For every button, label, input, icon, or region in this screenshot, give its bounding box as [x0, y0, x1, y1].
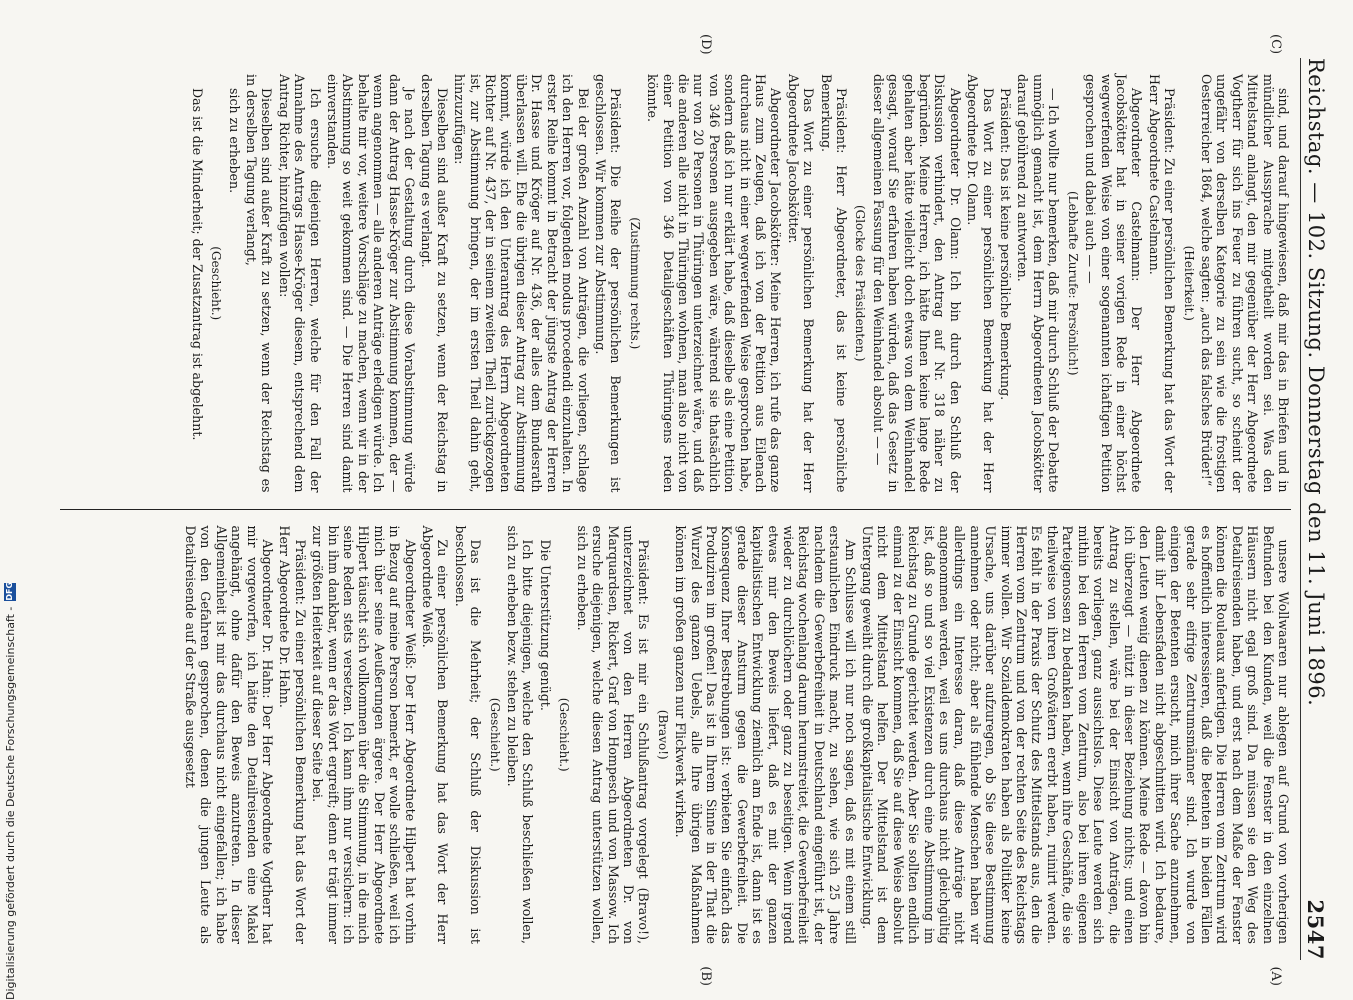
- paragraph: Am Schlusse will ich nur noch sagen, daß es mit einem still erstaunlichen Eindruck macht, zu sehen, wie sich 25 Jahre nachdem die Gewerbefreiheit in Deutschland eingeführt ist, der Reichstag wochenlang darum herumstreitet, die Gewerbefreiheit wieder zu durchlöchern oder ganz zu beseitigen. Wenn irgend etwas mir den Beweis liefert, daß es mit der ganzen kapitalistischen Entwicklung ziemlich am Ende ist, dann ist es gerade dieser Ansturm gegen die Gewerbefreiheit. Die Konsequenz Ihrer Bestrebungen ist: verbieten Sie einfach das Produziren im großen! Das ist in Ihrem Sinne in der That die Wurzel des ganzen Uebels, alle Ihre übrigen Maßnahmen können im großen ganzen nur Flickwerk wirken.: [673, 525, 858, 944]
- page-header-title: Reichstag. — 102. Sitzung. Donnerstag den 11. Juni 1896.: [1304, 58, 1328, 707]
- paragraph: Präsident: Zu einer persönlichen Bemerkung hat das Wort der Herr Abgeordnete Dr. Hahn.: [277, 525, 308, 944]
- paragraph: Dieselben sind außer Kraft zu setzen, wenn der Reichstag in derselben Tagung es verlangt.: [419, 74, 450, 493]
- paragraph: Dieselben sind außer Kraft zu setzen, wenn der Reichstag es in derselben Tagung verlangt,: [244, 74, 275, 493]
- text-columns: [60, 58, 1291, 960]
- stage-direction: (Heiterkeit.): [1181, 245, 1196, 321]
- stage-direction: (Bravo!): [655, 709, 670, 760]
- paragraph: Das ist die Mehrheit; der Schluß der Diskussion ist beschlossen.: [452, 525, 484, 944]
- dfg-logo-icon: DFG: [5, 581, 14, 601]
- paragraph: sind, und darauf hingewiesen, daß mir das in Briefen und in mündlicher Aussprache mitgetheilt worden sei. Was den Mittelstand anlangt, den mir gegenüber der Herr Abgeordnete Vogtherr für sich ins Feuer zu führen sucht, so scheint der ungefähr von derselben Kategorie zu sein wie die frostigen Oesterreicher 1864, welche sagten: „auch das falsches Brüder!“: [1198, 74, 1291, 493]
- paragraph: Präsident: Das ist keine persönliche Bemerkung.: [998, 88, 1014, 401]
- digitization-credit: [1, 380, 19, 1000]
- paragraph: sich zu erheben.: [226, 88, 242, 194]
- paragraph: — Ich wollte nur bemerken, daß mir durch Schluß der Debatte unmöglich gemacht ist, dem Herrn Abgeordneten Jacobskötter darauf gebührend zu antworten.: [1015, 74, 1062, 493]
- paragraph: Ich ersuche diejenigen Herren, welche für den Fall der Annahme des Antrags Hasse-Kröger diesem, entsprechend dem Antrag Richter, hinzufügen wollen:: [276, 74, 323, 493]
- paragraph: Abgeordneter Dr. Olann: Ich bin durch den Schluß der Diskussion verhindert, den Antrag auf Nr. 318 näher zu begründen. Meine Herren, ich hätte Ihnen keine lange Rede gehalten aber hätte vielleicht doch etwas von dem Weinhandel gesagt, worauf Sie erfahren haben würden, daß das Gesetz in dieser allgemeinen Fassung für den Weinhandel absolut — —: [870, 74, 963, 493]
- stage-direction: (Zustimmung rechts.): [627, 217, 642, 350]
- stage-direction: (Glocke des Präsidenten.): [853, 204, 868, 362]
- paragraph: Zu einer persönlichen Bemerkung hat das Wort der Herr Abgeordnete Weiß.: [420, 525, 451, 944]
- paragraph: Präsident: Zu einer persönlichen Bemerkung hat das Wort der Herr Abgeordnete Castelmann.: [1146, 74, 1178, 493]
- margin-mark-b: (B): [698, 966, 713, 986]
- stage-direction: (Lebhafte Zurufe: Persönlich!): [1065, 190, 1080, 376]
- text-column-right: [60, 510, 1291, 961]
- text-column-left: [60, 58, 1291, 509]
- paragraph: Das ist die Minderheit; der Zusatzantrag ist abgelehnt.: [189, 88, 205, 441]
- paragraph: Das Wort zu einer persönlichen Bemerkung hat der Herr Abgeordnete Dr. Olann.: [965, 74, 996, 493]
- paragraph: Abgeordneter Jacobskötter: Meine Herren, ich rufe das ganze Haus zum Zeugen, daß ich von der Petition aus Eilenach durchaus nicht in einer wegwerfenden Weise gesprochen habe, sondern daß ich nur erklärt habe, daß dieselbe als eine Petition von 346 Personen ausgegeben wäre, während sie thatsächlich nur von 20 Personen in Thüringen unterzeichnet wäre, und daß die anderen alle nicht in Thüringen wohnen, man also nicht von einer Petition von 346 Detailgeschäften Thüringens reden könnte.: [645, 74, 784, 493]
- paragraph: Abgeordneter Weiß: Der Herr Abgeordnete Hilpert hat vorhin in Bezug auf meine Person bemerkt, er wolle schließen, weil ich mich über seine Aeußerungen ärgere. Der Herr Abgeordnete Hilpert täuscht sich vollkommen über die Stimmung, in die mich seine Reden stets versetzen. Ich kann ihm nur versichern: ich bin ihm dankbar, wenn er das Wort ergreift; denn er trägt immer zur größten Heiterkeit auf dieser Seite bei.: [310, 525, 418, 944]
- credit-text: Digitalisierung gefördert durch die Deutsche Forschungsgemeinschaft -: [3, 606, 17, 1000]
- paragraph: Präsident: Die Reihe der persönlichen Bemerkungen ist geschlossen. Wir kommen zur Abstimmung.: [592, 74, 624, 493]
- margin-mark-d: (D): [698, 34, 713, 55]
- paragraph: Die Unterstützung genügt.: [537, 539, 553, 711]
- paragraph: unsere Wollwaaren nur ablegen auf Grund von vorherigen Befunden bei den Kunden, weil die Fenster in den einzelnen Häusern nicht egal groß sind. Da müssen sie den Weg des Detailreisenden haben, und erst nach dem Maße der Fenster können die Rouleaux anfertigen. Die Herren vom Zentrum wird es hoffentlich interessieren, daß die Betenten in beiden Fällen gerade sehr eifrige Zentrumsmänner sind. Ich wurde von einigen der Betenten ersucht, mich ihrer Sache anzunehmen, damit ihr Lebensfaden nicht abgeschnitten wird. Ich bedaure, den Leuten wenig dienen zu können. Meine Rede — davon bin ich überzeugt — nützt in dieser Beziehung nichts; und einen Antrag zu stellen, wäre bei der Einsicht von Anträgen, die bereits vorliegen, ganz aussichtslos. Diese Leute werden sich mithin bei den Herren vom Zentrum, also bei ihren eigenen Parteigenossen zu bedanken haben, wenn ihre Geschäfte, die sie theilweise von ihren Großvätern ererbt haben, ruinirt werden. Es fehlt in der Praxis der Schutz des Mittelstands aus, den die Herren vom Zentrum und von der rechten Seite des Reichstags immer wollen. Wir Sozialdemokraten haben als Politiker keine Ursache, uns darüber aufzuregen, ob Sie diese Bestimmung annehmen oder nicht; aber als fühlende Menschen haben wir allerdings ein Interesse daran, daß diese Anträge nicht angenommen werden, weil es uns durchaus nicht gleichgültig ist, daß so und so viel Existenzen durch eine Abstimmung im Reichstag zu Grunde gerichtet werden. Aber Sie sollten endlich einmal zu der Einsicht kommen, daß Sie auf diese Weise absolut nicht dem Mittelstand helfen. Der Mittelstand ist dem Untergang geweiht durch die großkapitalistische Entwicklung.: [860, 525, 1291, 944]
- page-number: 2547: [1303, 899, 1329, 960]
- paragraph: Präsident: Es ist mir ein Schlußantrag vorgelegt (Bravo!), unterzeichnet von den Herren Abgeordneten Dr. von Marquardsen, Rickert, Graf von Hompesch und von Massow. Ich ersuche diejenigen, welche diesen Antrag unterstützen wollen, sich zu erheben.: [574, 525, 652, 944]
- page-header: [1300, 58, 1331, 960]
- paragraph: Abgeordneter Dr. Hahn: Der Herr Abgeordnete Vogtherr hat mir vorgeworfen, ich hätte den Detailreisenden eine Makel angehängt, ohne dafür den Beweis anzutreten. In dieser Allgemeinheit ist mir das durchaus nicht eingefallen; ich habe von den Gefahren gesprochen, denen die jungen Leute als Detailreisende auf der Straße ausgesetzt: [182, 525, 275, 944]
- stage-direction: (Geschieht.): [209, 246, 224, 321]
- margin-mark-c: (C): [1268, 34, 1283, 55]
- margin-mark-a: (A): [1268, 966, 1283, 986]
- paragraph: Ich bitte diejenigen, welche den Schluß beschließen wollen, sich zu erheben bezw. stehen zu bleiben.: [505, 525, 536, 944]
- stage-direction: (Geschieht.): [487, 697, 502, 772]
- paragraph: Bei der großen Anzahl von Anträgen, die vorliegen, schlage ich den Herren vor, folgenden modus procedendi einzuhalten. In erster Reihe kommt in Betracht der jüngste Antrag der Herren Dr. Hasse und Kröger auf Nr. 436, der alles dem Bundesrath überlassen will. Ehe die übrigen dieser Antrag zur Abstimmung kommt, würde ich den Unterantrag des Herrn Abgeordneten Richter auf Nr. 437, der in seinem zweiten Theil zurückgezogen ist, zur Abstimmung bringen, der im ersten Theil dahin geht, hinzuzufügen:: [452, 74, 591, 493]
- stage-direction: (Geschieht.): [557, 697, 572, 772]
- paragraph: Präsident: Herr Abgeordneter, das ist keine persönliche Bemerkung.: [818, 74, 850, 493]
- paragraph: Je nach der Gestaltung durch diese Vorabstimmung würde dann der Antrag Hasse-Kröger zur Abstimmung kommen, der — wenn angenommen — alle anderen Anträge erledigen würde. Ich behalte mir vor, weitere Vorschläge zu machen, wenn wir in der Abstimmung so weit gekommen sind. — Die Herren sind damit einverstanden.: [325, 74, 418, 493]
- paragraph: Das Wort zu einer persönlichen Bemerkung hat der Herr Abgeordnete Jacobskötter.: [785, 74, 817, 493]
- paragraph: Abgeordneter Castelmann: Der Herr Abgeordnete Jacobskötter hat in seiner vorigen Rede in einer höchst wegwerfenden Weise von einer sogenannten ichaftigen Petition gesprochen und dabei auch — —: [1083, 74, 1145, 493]
